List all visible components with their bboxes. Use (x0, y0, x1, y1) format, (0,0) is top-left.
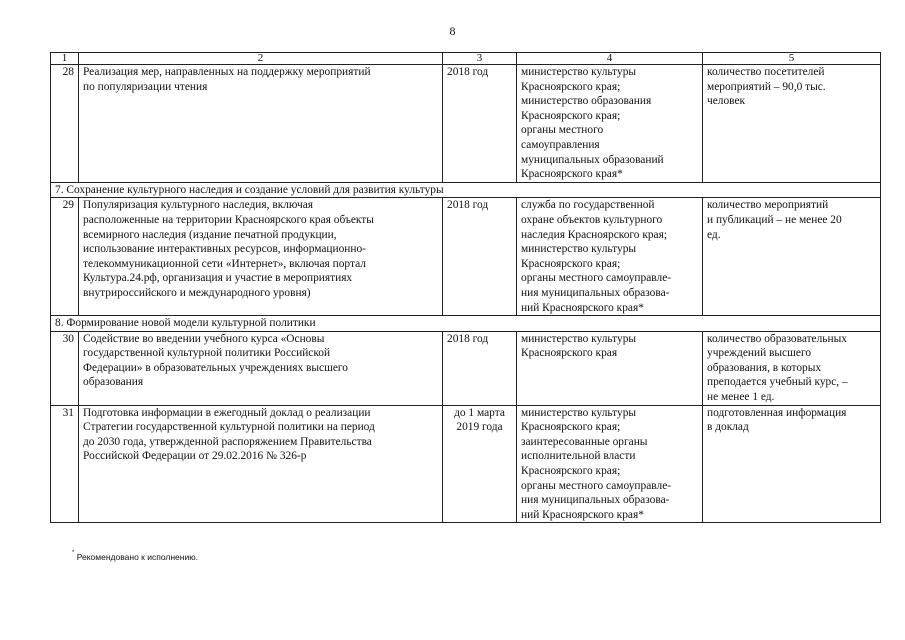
table-row-30 (51, 331, 881, 405)
result-cell: количество посетителей мероприятий – 90,0 тыс. человек (703, 65, 881, 183)
section-title: 8. Формирование новой модели культурной политики (51, 316, 881, 332)
executors-cell: служба по государственной охране объектов культурного наследия Красноярского края; министерство культуры Красноярского края; органы местного самоуправле- ния муниципальных образова- ний Красноярского края* (517, 198, 703, 316)
period-cell: 2018 год (443, 331, 517, 405)
result-cell: подготовленная информация в доклад (703, 405, 881, 523)
column-header-1: 1 (51, 53, 79, 65)
table-row-28 (51, 65, 881, 183)
column-header-4: 4 (517, 53, 703, 65)
result-cell: количество образовательных учреждений высшего образования, в которых преподается учебный курс, – не менее 1 ед. (703, 331, 881, 405)
measure-cell: Содействие во введении учебного курса «Основы государственной культурной политики Российской Федерации» в образовательных учреждениях высшего образования (79, 331, 443, 405)
column-header-3: 3 (443, 53, 517, 65)
row-number: 28 (51, 65, 79, 183)
section-row-8 (51, 316, 881, 332)
table-row-29 (51, 198, 881, 316)
footnote-text: Рекомендовано к исполнению. (76, 552, 198, 562)
row-number: 31 (51, 405, 79, 523)
page-number: 8 (449, 24, 456, 38)
period-cell: 2018 год (443, 198, 517, 316)
result-cell: количество мероприятий и публикаций – не менее 20 ед. (703, 198, 881, 316)
measure-cell: Реализация мер, направленных на поддержку мероприятий по популяризации чтения (79, 65, 443, 183)
measure-cell: Популяризация культурного наследия, включая расположенные на территории Красноярского края объекты всемирного наследия (издание печатной продукции, использование интерактивных ресурсов, информационно- телекоммуникационной сети «Интернет», включая портал Культура.24.рф, организация и участие в мероприятиях внутрироссийского и международного уровня) (79, 198, 443, 316)
section-row-7 (51, 182, 881, 198)
executors-cell: министерство культуры Красноярского края; министерство образования Красноярского края; органы местного самоуправления муниципальных образований Красноярского края* (517, 65, 703, 183)
column-header-5: 5 (703, 53, 881, 65)
measure-cell: Подготовка информации в ежегодный доклад о реализации Стратегии государственной культурной политики на период до 2030 года, утвержденной распоряжением Правительства Российской Федерации от 29.02.2016 № 326-р (79, 405, 443, 523)
section-title: 7. Сохранение культурного наследия и создание условий для развития культуры (51, 182, 881, 198)
plan-table (50, 52, 881, 523)
table-row-31 (51, 405, 881, 523)
footnote (72, 552, 198, 562)
column-header-2: 2 (79, 53, 443, 65)
column-header-row (51, 53, 881, 65)
period-cell: 2018 год (443, 65, 517, 183)
period-cell: до 1 марта 2019 года (443, 405, 517, 523)
executors-cell: министерство культуры Красноярского края (517, 331, 703, 405)
row-number: 29 (51, 198, 79, 316)
footnote-mark: * (72, 550, 75, 557)
row-number: 30 (51, 331, 79, 405)
executors-cell: министерство культуры Красноярского края; заинтересованные органы исполнительной власти Красноярского края; органы местного самоуправле- ния муниципальных образова- ний Красноярского края* (517, 405, 703, 523)
